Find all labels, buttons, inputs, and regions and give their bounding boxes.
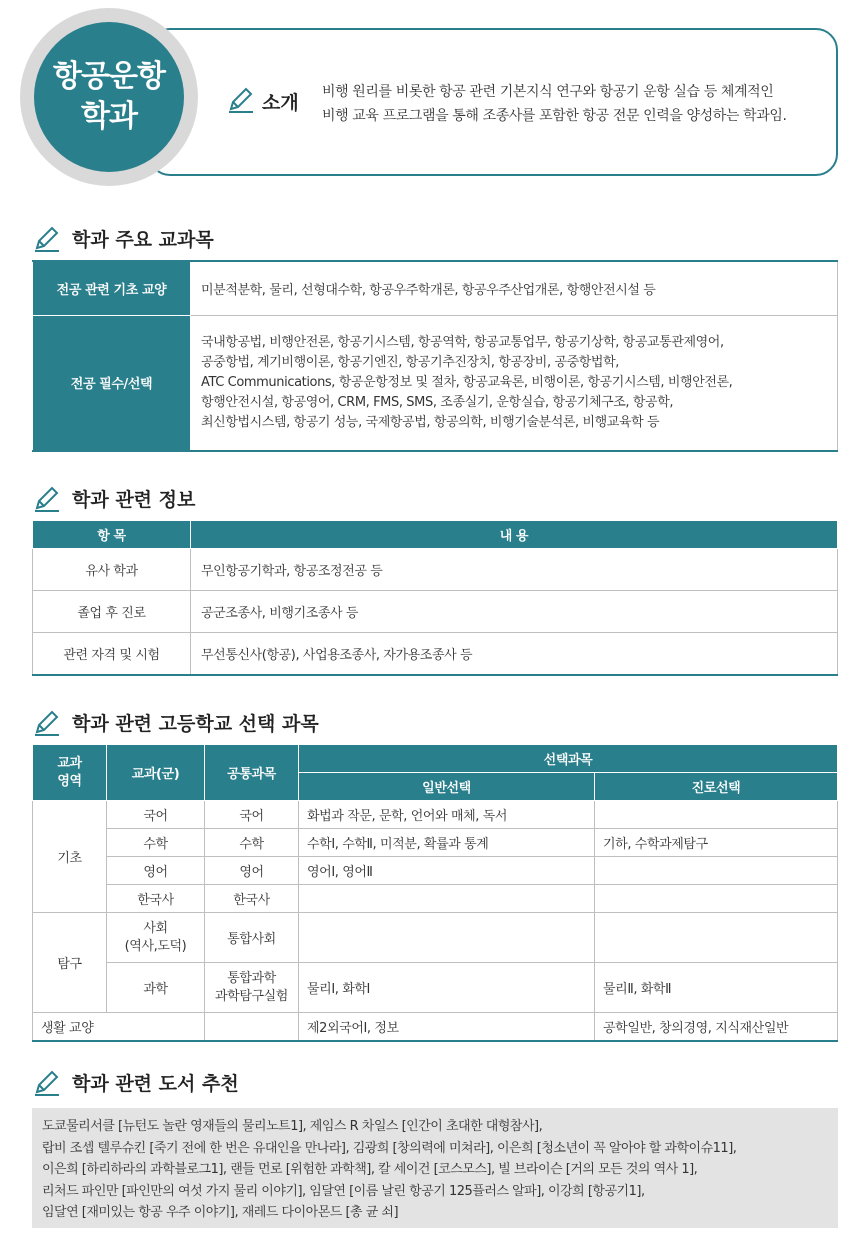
- department-name-line1: 항공운항: [53, 59, 165, 94]
- courses-major-line: 공중항법, 계기비행이론, 항공기엔진, 항공기추진장치, 항공장비, 공중항법학,: [201, 354, 619, 370]
- hs-common: 국어: [205, 801, 299, 829]
- hs-group: 수학: [107, 829, 205, 857]
- hs-common: 영어: [205, 857, 299, 885]
- hs-career: [595, 885, 838, 913]
- hs-area-explore: 탐구: [33, 913, 107, 1013]
- hs-general: [299, 913, 595, 963]
- section-title-text: 학과 관련 정보: [72, 488, 196, 511]
- book-recommendations: [32, 1108, 838, 1228]
- page-header: [0, 0, 854, 200]
- pencil-icon: [32, 223, 62, 253]
- hs-common: 수학: [205, 829, 299, 857]
- table-row: [33, 829, 838, 857]
- pencil-icon: [226, 84, 256, 114]
- hs-area-basic: 기초: [33, 801, 107, 913]
- hs-common: [205, 1013, 299, 1041]
- table-header-row: [33, 521, 838, 549]
- hs-head-general: 일반선택: [299, 773, 595, 801]
- hs-career: [595, 913, 838, 963]
- table-row: [33, 963, 838, 1013]
- table-row: [33, 1013, 838, 1041]
- hs-career: 공학일반, 창의경영, 지식재산일반: [595, 1013, 838, 1041]
- intro-text-line: 비행 원리를 비롯한 항공 관련 기본지식 연구와 항공기 운항 실습 등 체계적인: [322, 84, 774, 100]
- hs-head-career: 진로선택: [595, 773, 838, 801]
- table-row: [33, 913, 838, 963]
- hs-group-line: (역사,도덕): [124, 938, 187, 954]
- hs-common: [205, 963, 299, 1013]
- book-line: 임달연 [재미있는 항공 우주 이야기], 재레드 다이아몬드 [총 균 쇠]: [42, 1205, 399, 1220]
- table-row: [33, 885, 838, 913]
- courses-major-line: ATC Communications, 항공운항정보 및 절차, 항공교육론, 비행이론, 항공기시스템, 비행안전론,: [201, 374, 733, 390]
- hs-career: 물리Ⅱ, 화학Ⅱ: [595, 963, 838, 1013]
- table-row: [33, 591, 838, 633]
- hs-head-common: 공통과목: [205, 745, 299, 801]
- table-header-row: [33, 745, 838, 773]
- book-line: 도쿄물리서클 [뉴턴도 놀란 영재들의 물리노트1], 제임스 R 차일스 [인간이 초대한 대형참사],: [42, 1119, 543, 1134]
- hs-head-area: 교과 영역: [33, 745, 107, 801]
- section-title-books: [32, 1066, 239, 1098]
- table-row: [33, 315, 838, 451]
- info-content: 무인항공기학과, 항공조정전공 등: [191, 549, 838, 591]
- pencil-icon: [32, 483, 62, 513]
- department-badge: [34, 22, 184, 172]
- hs-group: 영어: [107, 857, 205, 885]
- section-title-text: 학과 주요 교과목: [72, 228, 214, 251]
- courses-major-value: [191, 315, 838, 451]
- section-title-courses: [32, 222, 214, 254]
- highschool-table: [32, 744, 838, 1042]
- intro-text: [322, 80, 832, 128]
- table-row: [33, 801, 838, 829]
- hs-general: 화법과 작문, 문학, 언어와 매체, 독서: [299, 801, 595, 829]
- intro-label: 소개: [262, 92, 299, 114]
- hs-common-line: 과학탐구실험: [215, 988, 288, 1004]
- info-item: 관련 자격 및 시험: [33, 633, 191, 675]
- section-title-highschool: [32, 706, 319, 738]
- hs-common: 한국사: [205, 885, 299, 913]
- pencil-icon: [32, 707, 62, 737]
- hs-career: [595, 857, 838, 885]
- book-line: 이은희 [하리하라의 과학블로그1], 랜들 먼로 [위험한 과학책], 칼 세이건 [코스모스], 빌 브라이슨 [거의 모든 것의 역사 1],: [42, 1162, 698, 1177]
- info-content: 공군조종사, 비행기조종사 등: [191, 591, 838, 633]
- table-row: [33, 549, 838, 591]
- info-content: 무선통신사(항공), 사업용조종사, 자가용조종사 등: [191, 633, 838, 675]
- hs-head-group: 교과(군): [107, 745, 205, 801]
- courses-major-line: 최신항법시스템, 항공기 성능, 국제항공법, 항공의학, 비행기술분석론, 비행교육학 등: [201, 414, 660, 430]
- courses-major-line: 국내항공법, 비행안전론, 항공기시스템, 항공역학, 항공교통업무, 항공기상학, 항공교통관제영어,: [201, 334, 724, 350]
- courses-major-label: 전공 필수/선택: [33, 315, 191, 451]
- pencil-icon: [32, 1067, 62, 1097]
- hs-head-elective: 선택과목: [299, 745, 838, 773]
- hs-career: 기하, 수학과제탐구: [595, 829, 838, 857]
- table-row: [33, 261, 838, 315]
- section-title-text: 학과 관련 도서 추천: [72, 1072, 239, 1095]
- hs-group: [107, 913, 205, 963]
- info-head-item: 항 목: [33, 521, 191, 549]
- courses-table: [32, 260, 838, 452]
- hs-area-life: 생활 교양: [33, 1013, 205, 1041]
- department-name-line2: 학과: [81, 99, 137, 134]
- info-item: 유사 학과: [33, 549, 191, 591]
- hs-common: 통합사회: [205, 913, 299, 963]
- hs-group-line: 사회: [143, 920, 168, 936]
- table-row: [33, 633, 838, 675]
- section-title-text: 학과 관련 고등학교 선택 과목: [72, 712, 319, 735]
- intro-text-line: 비행 교육 프로그램을 통해 조종사를 포함한 항공 전문 인력을 양성하는 학과임.: [322, 108, 787, 124]
- info-head-content: 내 용: [191, 521, 838, 549]
- hs-general: 제2외국어Ⅰ, 정보: [299, 1013, 595, 1041]
- info-table: [32, 520, 838, 676]
- courses-basic-value: 미분적분학, 물리, 선형대수학, 항공우주학개론, 항공우주산업개론, 항행안전시설 등: [191, 261, 838, 315]
- hs-group: 과학: [107, 963, 205, 1013]
- info-item: 졸업 후 진로: [33, 591, 191, 633]
- hs-general: 수학Ⅰ, 수학Ⅱ, 미적분, 확률과 통계: [299, 829, 595, 857]
- book-line: 리처드 파인만 [파인만의 여섯 가지 물리 이야기], 임달연 [이름 날린 항공기 125플러스 알파], 이강희 [항공기1],: [42, 1183, 645, 1199]
- hs-general: 물리Ⅰ, 화학Ⅰ: [299, 963, 595, 1013]
- hs-group: 국어: [107, 801, 205, 829]
- hs-general: 영어Ⅰ, 영어Ⅱ: [299, 857, 595, 885]
- table-row: [33, 857, 838, 885]
- courses-major-line: 항행안전시설, 항공영어, CRM, FMS, SMS, 조종실기, 운항실습, 항공기체구조, 항공학,: [201, 394, 674, 410]
- section-title-info: [32, 482, 195, 514]
- courses-basic-label: 전공 관련 기초 교양: [33, 261, 191, 315]
- hs-group: 한국사: [107, 885, 205, 913]
- hs-career: [595, 801, 838, 829]
- book-line: 랍비 조셉 텔루슈킨 [죽기 전에 한 번은 유대인을 만나라], 김광희 [창의력에 미쳐라], 이은희 [청소년이 꼭 알아야 할 과학이슈11],: [42, 1140, 737, 1156]
- hs-general: [299, 885, 595, 913]
- hs-common-line: 통합과학: [227, 970, 276, 986]
